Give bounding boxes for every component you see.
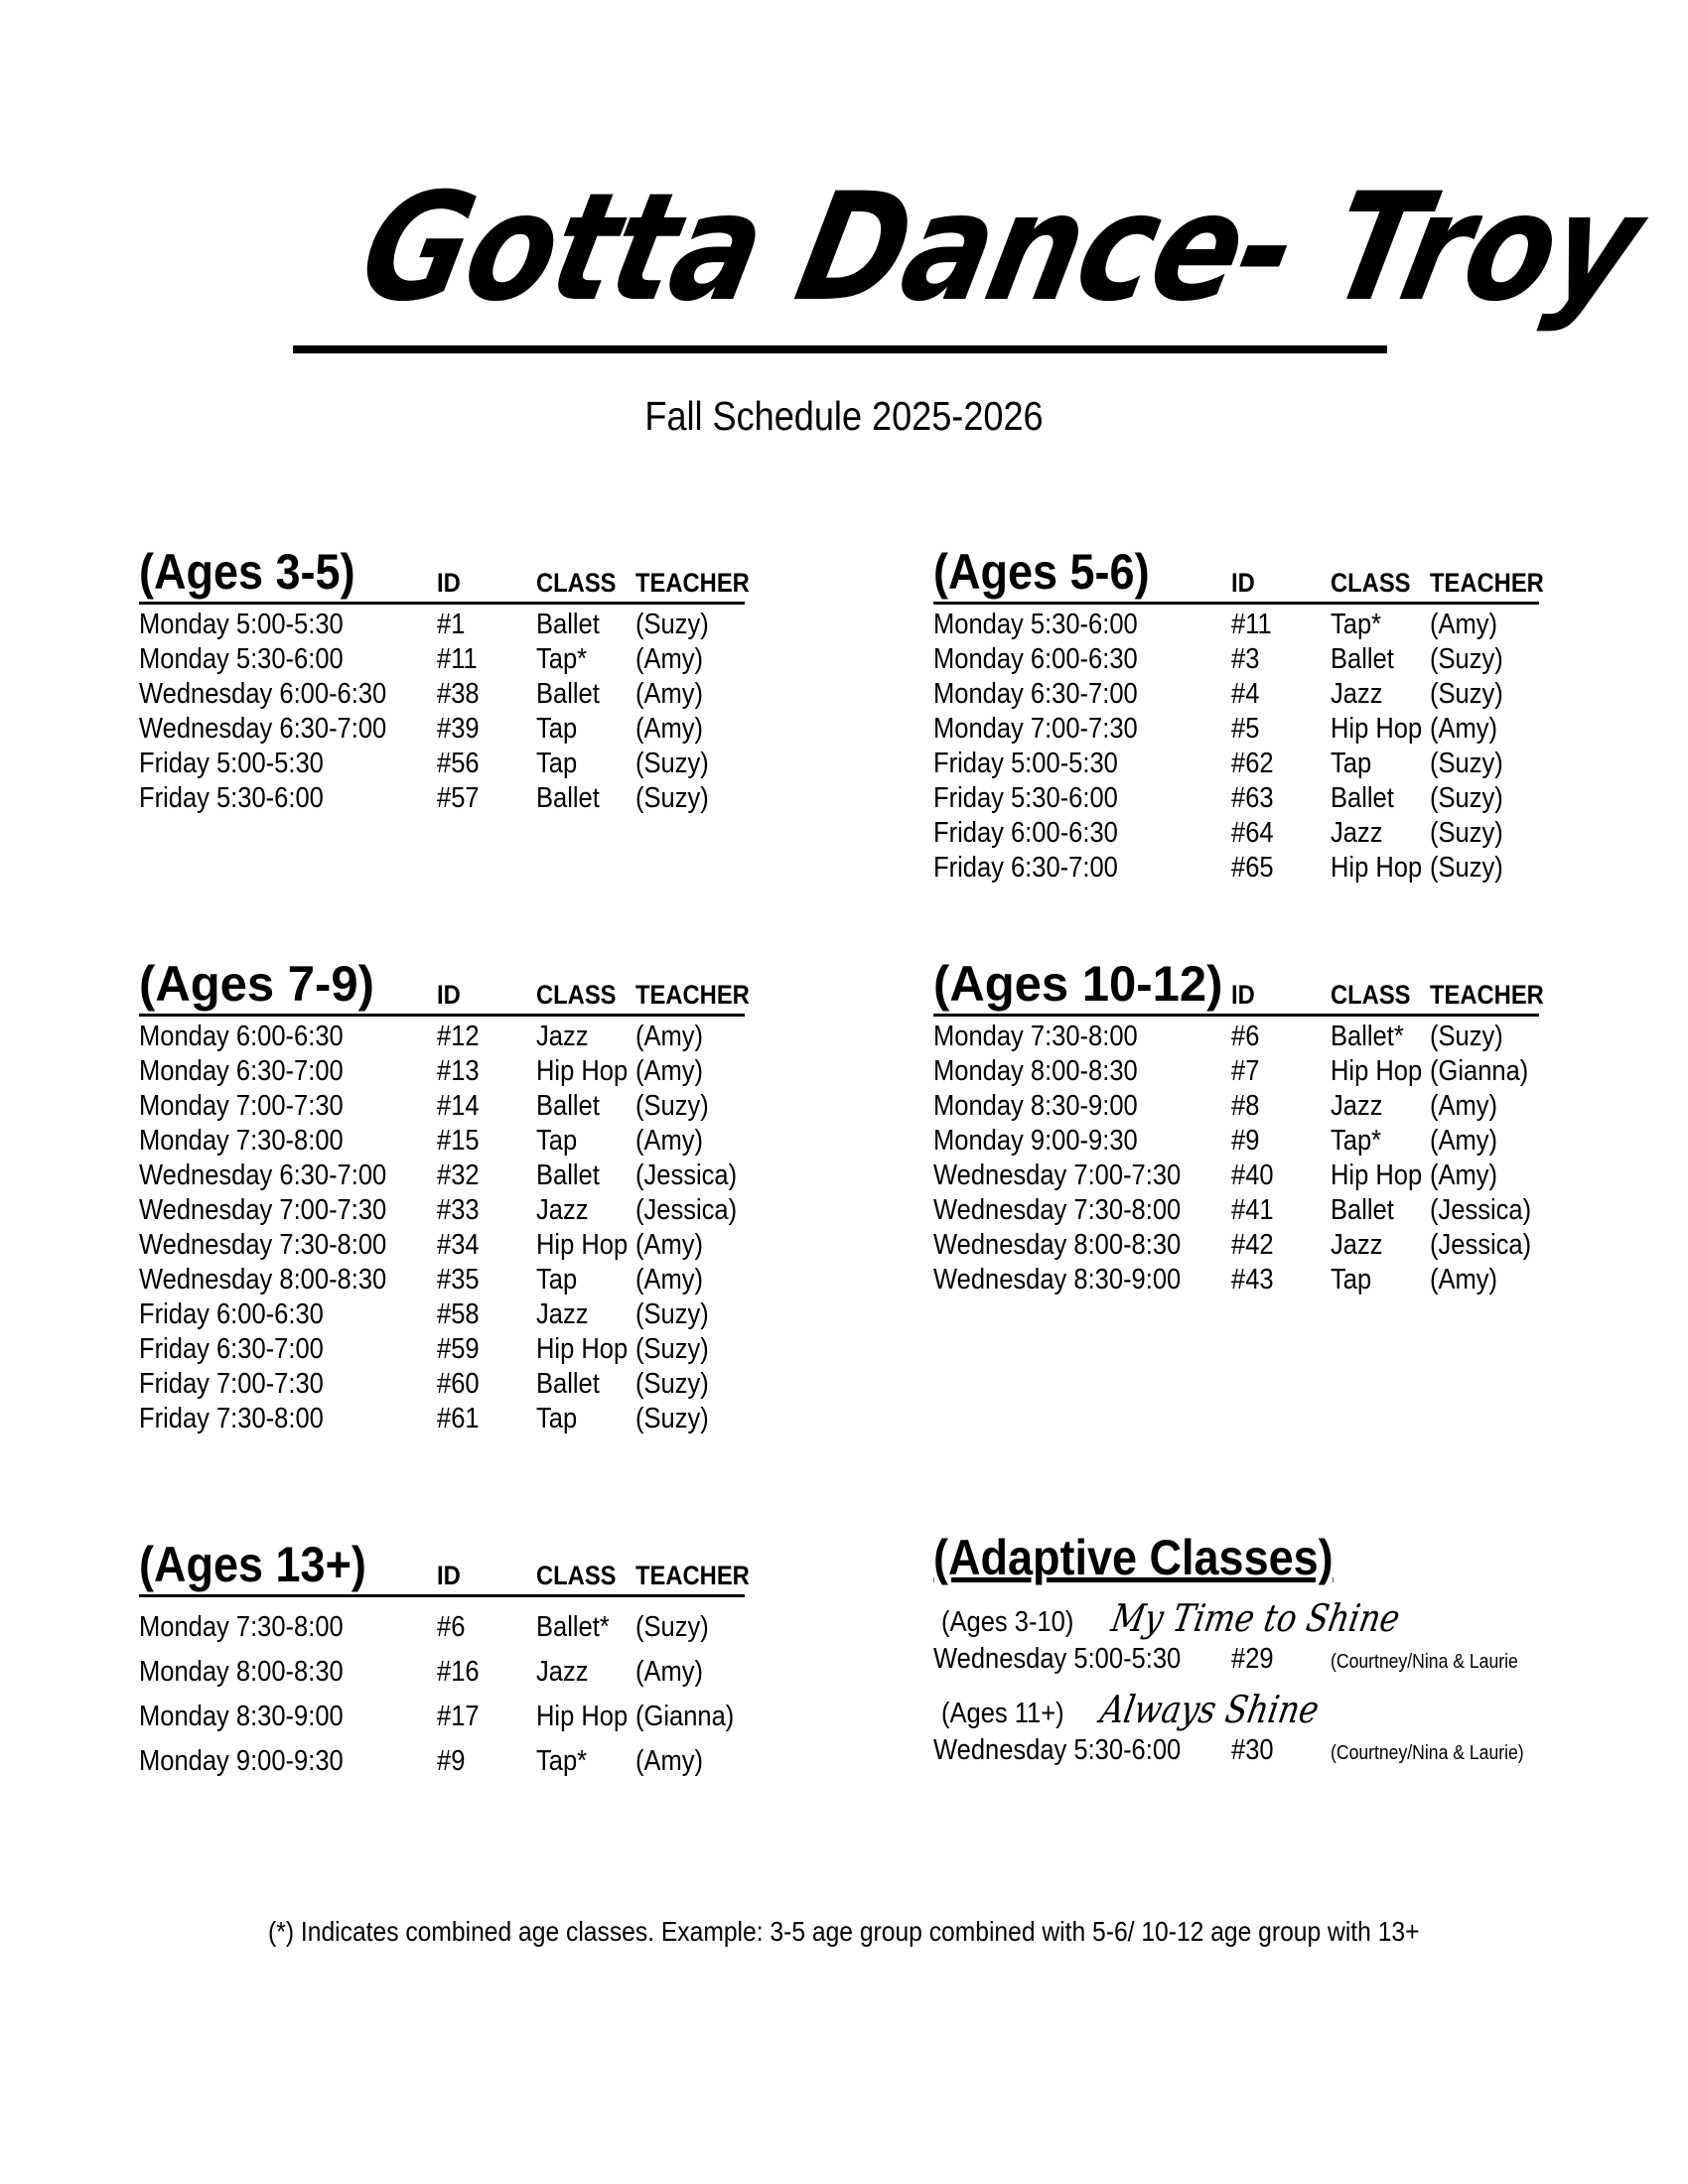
- class-style: Hip Hop: [1331, 713, 1423, 745]
- class-row: [139, 1125, 894, 1160]
- class-time: Friday 7:00-7:30: [139, 1368, 324, 1400]
- class-teacher: (Courtney/Nina & Laurie: [1331, 1651, 1518, 1673]
- class-id: #65: [1231, 852, 1274, 884]
- class-row: [933, 643, 1688, 678]
- class-style: Ballet*: [536, 1611, 610, 1643]
- class-id: #42: [1231, 1229, 1274, 1261]
- class-id: #63: [1231, 782, 1274, 814]
- header-rule: [139, 1014, 745, 1017]
- class-id: #11: [437, 643, 478, 675]
- class-teacher: (Suzy): [1430, 782, 1503, 814]
- class-teacher: (Amy): [635, 1656, 704, 1688]
- class-id: #41: [1231, 1194, 1274, 1226]
- class-time: Wednesday 5:30-6:00: [933, 1734, 1182, 1766]
- adaptive-group-2-name: Always Shine: [1096, 1688, 1323, 1731]
- class-row: [933, 1021, 1688, 1055]
- class-row: [139, 1611, 894, 1656]
- class-style: Hip Hop: [536, 1229, 629, 1261]
- class-style: Tap: [1331, 1264, 1372, 1296]
- footnote: [0, 1916, 1688, 1948]
- class-style: Hip Hop: [536, 1055, 629, 1087]
- class-style: Tap: [536, 1125, 578, 1157]
- class-time: Monday 9:00-9:30: [139, 1745, 344, 1777]
- class-style: Jazz: [536, 1298, 589, 1330]
- class-id: #38: [437, 678, 480, 710]
- col-header-teacher: TEACHER: [635, 980, 750, 1010]
- class-teacher: (Amy): [635, 1021, 704, 1052]
- class-row: [139, 1160, 894, 1194]
- class-style: Ballet*: [1331, 1021, 1404, 1052]
- class-teacher: (Gianna): [635, 1701, 735, 1732]
- class-time: Wednesday 8:30-9:00: [933, 1264, 1182, 1296]
- class-list: [933, 609, 1688, 887]
- class-row: [139, 643, 894, 678]
- class-time: Friday 6:30-7:00: [139, 1333, 324, 1365]
- class-teacher: (Suzy): [635, 609, 709, 640]
- header-rule: [933, 602, 1539, 605]
- class-id: #35: [437, 1264, 480, 1296]
- class-row: [139, 1403, 894, 1437]
- section-header: [139, 953, 894, 1015]
- class-style: Tap: [536, 1403, 578, 1434]
- class-time: Monday 5:30-6:00: [933, 609, 1138, 640]
- class-time: Friday 6:00-6:30: [139, 1298, 324, 1330]
- class-id: #32: [437, 1160, 480, 1191]
- class-time: Wednesday 7:00-7:30: [139, 1194, 387, 1226]
- class-teacher: (Suzy): [1430, 817, 1503, 849]
- class-style: Ballet: [536, 1368, 600, 1400]
- section-header: [933, 541, 1688, 603]
- class-teacher: (Suzy): [635, 748, 709, 779]
- class-row: [933, 1194, 1688, 1229]
- class-teacher: (Suzy): [1430, 748, 1503, 779]
- class-style: Hip Hop: [536, 1701, 629, 1732]
- class-style: Jazz: [1331, 817, 1383, 849]
- section-ages-13-plus: [139, 1534, 894, 1790]
- col-header-id: ID: [437, 980, 461, 1010]
- class-row: [933, 1125, 1688, 1160]
- class-style: Tap*: [536, 643, 588, 675]
- class-teacher: (Amy): [635, 678, 704, 710]
- class-teacher: (Amy): [1430, 1090, 1498, 1122]
- class-teacher: (Suzy): [635, 1403, 709, 1434]
- class-time: Monday 9:00-9:30: [933, 1125, 1138, 1157]
- class-id: #57: [437, 782, 480, 814]
- class-style: Tap*: [1331, 1125, 1382, 1157]
- class-teacher: (Amy): [1430, 609, 1498, 640]
- class-id: #34: [437, 1229, 480, 1261]
- class-id: #9: [1231, 1125, 1260, 1157]
- class-id: #59: [437, 1333, 480, 1365]
- class-time: Friday 6:00-6:30: [933, 817, 1118, 849]
- class-time: Monday 7:30-8:00: [933, 1021, 1138, 1052]
- class-style: Ballet: [1331, 643, 1394, 675]
- class-teacher: (Amy): [1430, 1264, 1498, 1296]
- header-rule: [139, 1594, 745, 1597]
- class-time: Wednesday 8:00-8:30: [933, 1229, 1182, 1261]
- class-style: Ballet: [536, 609, 600, 640]
- class-row: [933, 748, 1688, 782]
- adaptive-group-2-header: [941, 1688, 1356, 1731]
- class-time: Wednesday 6:00-6:30: [139, 678, 387, 710]
- class-id: #12: [437, 1021, 480, 1052]
- class-time: Friday 5:00-5:30: [139, 748, 324, 779]
- class-time: Friday 7:30-8:00: [139, 1403, 324, 1434]
- class-time: Monday 6:30-7:00: [933, 678, 1138, 710]
- class-teacher: (Jessica): [1430, 1229, 1532, 1261]
- class-id: #61: [437, 1403, 480, 1434]
- class-teacher: (Courtney/Nina & Laurie): [1331, 1742, 1524, 1764]
- class-id: #4: [1231, 678, 1260, 710]
- class-time: Friday 5:00-5:30: [933, 748, 1118, 779]
- adaptive-group-1-header: [941, 1596, 1450, 1640]
- class-row: [139, 1656, 894, 1701]
- class-time: Monday 8:30-9:00: [139, 1701, 344, 1732]
- class-style: Tap*: [536, 1745, 588, 1777]
- section-ages-7-9: [139, 953, 894, 1437]
- class-teacher: (Gianna): [1430, 1055, 1529, 1087]
- class-teacher: (Amy): [635, 1125, 704, 1157]
- col-header-teacher: TEACHER: [1430, 568, 1544, 598]
- class-id: #11: [1231, 609, 1272, 640]
- class-style: Jazz: [1331, 1229, 1383, 1261]
- class-teacher: (Jessica): [635, 1160, 738, 1191]
- col-header-class: CLASS: [536, 1561, 617, 1590]
- class-teacher: (Jessica): [1430, 1194, 1532, 1226]
- class-teacher: (Suzy): [635, 1333, 709, 1365]
- header-rule: [139, 602, 745, 605]
- class-row: [139, 1090, 894, 1125]
- class-list: [139, 1021, 894, 1437]
- class-teacher: (Suzy): [635, 1090, 709, 1122]
- class-row: [139, 1298, 894, 1333]
- class-id: #43: [1231, 1264, 1274, 1296]
- class-time: Wednesday 5:00-5:30: [933, 1643, 1182, 1675]
- class-row: [139, 1368, 894, 1403]
- class-time: Wednesday 7:30-8:00: [139, 1229, 387, 1261]
- class-row: [933, 678, 1688, 713]
- class-id: #29: [1231, 1643, 1274, 1675]
- adaptive-group-2-age: (Ages 11+): [941, 1698, 1064, 1729]
- class-row: [139, 1229, 894, 1264]
- class-teacher: (Suzy): [1430, 643, 1503, 675]
- col-header-class: CLASS: [1331, 568, 1411, 598]
- class-id: #17: [437, 1701, 480, 1732]
- class-teacher: (Suzy): [635, 782, 709, 814]
- class-time: Monday 7:30-8:00: [139, 1125, 344, 1157]
- class-time: Wednesday 7:00-7:30: [933, 1160, 1182, 1191]
- class-row: [933, 782, 1688, 817]
- title-underline: [293, 345, 1387, 353]
- class-list: [139, 609, 894, 817]
- class-time: Monday 6:00-6:30: [933, 643, 1138, 675]
- class-id: #9: [437, 1745, 466, 1777]
- class-time: Monday 6:00-6:30: [139, 1021, 344, 1052]
- class-style: Ballet: [1331, 1194, 1394, 1226]
- schedule-subtitle: Fall Schedule 2025-2026: [644, 393, 1044, 439]
- class-time: Wednesday 6:30-7:00: [139, 713, 387, 745]
- class-row: [933, 1160, 1688, 1194]
- class-teacher: (Amy): [1430, 1160, 1498, 1191]
- class-teacher: (Suzy): [635, 1298, 709, 1330]
- class-id: #7: [1231, 1055, 1260, 1087]
- class-row: [933, 1264, 1688, 1298]
- class-style: Hip Hop: [536, 1333, 629, 1365]
- class-row: [139, 1264, 894, 1298]
- adaptive-group-1-name: My Time to Shine: [1107, 1596, 1403, 1640]
- class-row: [139, 1745, 894, 1790]
- class-time: Wednesday 7:30-8:00: [933, 1194, 1182, 1226]
- col-header-teacher: TEACHER: [635, 1561, 750, 1590]
- class-id: #15: [437, 1125, 480, 1157]
- col-header-teacher: TEACHER: [1430, 980, 1544, 1010]
- section-ages-3-5: [139, 541, 894, 817]
- adaptive-group-1-age: (Ages 3-10): [941, 1606, 1074, 1638]
- class-style: Jazz: [536, 1656, 589, 1688]
- class-time: Monday 5:30-6:00: [139, 643, 344, 675]
- col-header-class: CLASS: [1331, 980, 1411, 1010]
- class-row: [933, 1055, 1688, 1090]
- class-row: [933, 1090, 1688, 1125]
- class-id: #40: [1231, 1160, 1274, 1191]
- col-header-teacher: TEACHER: [635, 568, 750, 598]
- class-style: Ballet: [536, 1160, 600, 1191]
- class-time: Wednesday 8:00-8:30: [139, 1264, 387, 1296]
- col-header-class: CLASS: [536, 568, 617, 598]
- footnote-text: (*) Indicates combined age classes. Example: 3-5 age group combined with 5-6/ 10-12 age group with 13+: [268, 1916, 1420, 1947]
- class-style: Tap: [536, 748, 578, 779]
- class-list: [139, 1611, 894, 1790]
- class-style: Tap: [536, 713, 578, 745]
- class-row: [933, 713, 1688, 748]
- class-id: #30: [1231, 1734, 1274, 1766]
- class-row: [139, 1701, 894, 1745]
- class-id: #62: [1231, 748, 1274, 779]
- age-group-heading: (Ages 13+): [139, 1537, 366, 1592]
- class-id: #3: [1231, 643, 1260, 675]
- class-id: #64: [1231, 817, 1274, 849]
- class-time: Monday 8:30-9:00: [933, 1090, 1138, 1122]
- studio-title: Gotta Dance- Troy: [347, 162, 1654, 335]
- class-row: [139, 1055, 894, 1090]
- age-group-heading: (Ages 7-9): [139, 956, 374, 1012]
- class-id: #16: [437, 1656, 480, 1688]
- class-style: Jazz: [1331, 1090, 1383, 1122]
- class-id: #60: [437, 1368, 480, 1400]
- class-time: Wednesday 6:30-7:00: [139, 1160, 387, 1191]
- section-ages-10-12: [933, 953, 1688, 1298]
- class-time: Monday 5:00-5:30: [139, 609, 344, 640]
- class-row: [933, 609, 1688, 643]
- section-header: [933, 953, 1688, 1015]
- class-time: Friday 5:30-6:00: [139, 782, 324, 814]
- class-teacher: (Amy): [635, 1055, 704, 1087]
- class-style: Jazz: [1331, 678, 1383, 710]
- age-group-heading: (Ages 10-12): [933, 956, 1223, 1012]
- section-header: [139, 541, 894, 603]
- class-id: #13: [437, 1055, 480, 1087]
- class-time: Friday 6:30-7:00: [933, 852, 1118, 884]
- class-style: Jazz: [536, 1021, 589, 1052]
- class-row: [139, 678, 894, 713]
- class-teacher: (Jessica): [635, 1194, 738, 1226]
- class-time: Monday 6:30-7:00: [139, 1055, 344, 1087]
- class-list: [933, 1021, 1688, 1298]
- class-id: #39: [437, 713, 480, 745]
- class-row: [139, 1021, 894, 1055]
- class-style: Tap: [536, 1264, 578, 1296]
- class-row: [139, 1194, 894, 1229]
- class-row: [933, 852, 1688, 887]
- class-row: [139, 713, 894, 748]
- class-teacher: (Amy): [635, 643, 704, 675]
- class-row: [933, 817, 1688, 852]
- class-row: [933, 1229, 1688, 1264]
- class-row: [139, 609, 894, 643]
- class-row: [139, 782, 894, 817]
- class-id: #56: [437, 748, 480, 779]
- class-id: #1: [437, 609, 466, 640]
- class-teacher: (Suzy): [635, 1368, 709, 1400]
- class-id: #8: [1231, 1090, 1260, 1122]
- class-teacher: (Suzy): [1430, 852, 1503, 884]
- class-teacher: (Suzy): [1430, 1021, 1503, 1052]
- col-header-id: ID: [437, 568, 461, 598]
- col-header-id: ID: [1231, 980, 1255, 1010]
- class-style: Ballet: [1331, 782, 1394, 814]
- class-style: Hip Hop: [1331, 1160, 1423, 1191]
- class-teacher: (Amy): [1430, 713, 1498, 745]
- col-header-id: ID: [437, 1561, 461, 1590]
- age-group-heading: (Ages 3-5): [139, 544, 355, 600]
- class-style: Ballet: [536, 678, 600, 710]
- class-row: [139, 748, 894, 782]
- class-time: Monday 7:00-7:30: [933, 713, 1138, 745]
- class-teacher: (Suzy): [1430, 678, 1503, 710]
- class-style: Tap: [1331, 748, 1372, 779]
- section-header: [139, 1534, 894, 1595]
- class-style: Hip Hop: [1331, 1055, 1423, 1087]
- class-style: Jazz: [536, 1194, 589, 1226]
- class-style: Ballet: [536, 1090, 600, 1122]
- header-rule: [933, 1014, 1539, 1017]
- class-time: Monday 8:00-8:30: [139, 1656, 344, 1688]
- adaptive-heading: (Adaptive Classes): [933, 1530, 1334, 1585]
- class-time: Monday 8:00-8:30: [933, 1055, 1138, 1087]
- class-teacher: (Amy): [635, 713, 704, 745]
- class-id: #58: [437, 1298, 480, 1330]
- class-style: Ballet: [536, 782, 600, 814]
- class-id: #5: [1231, 713, 1260, 745]
- class-id: #33: [437, 1194, 480, 1226]
- age-group-heading: (Ages 5-6): [933, 544, 1150, 600]
- class-row: [139, 1333, 894, 1368]
- class-teacher: (Amy): [635, 1745, 704, 1777]
- class-id: #6: [437, 1611, 466, 1643]
- class-id: #14: [437, 1090, 480, 1122]
- section-ages-5-6: [933, 541, 1688, 887]
- class-teacher: (Amy): [635, 1264, 704, 1296]
- class-time: Monday 7:30-8:00: [139, 1611, 344, 1643]
- class-id: #6: [1231, 1021, 1260, 1052]
- col-header-class: CLASS: [536, 980, 617, 1010]
- class-style: Hip Hop: [1331, 852, 1423, 884]
- class-teacher: (Amy): [635, 1229, 704, 1261]
- class-time: Monday 7:00-7:30: [139, 1090, 344, 1122]
- class-style: Tap*: [1331, 609, 1382, 640]
- class-time: Friday 5:30-6:00: [933, 782, 1118, 814]
- col-header-id: ID: [1231, 568, 1255, 598]
- class-teacher: (Amy): [1430, 1125, 1498, 1157]
- class-teacher: (Suzy): [635, 1611, 709, 1643]
